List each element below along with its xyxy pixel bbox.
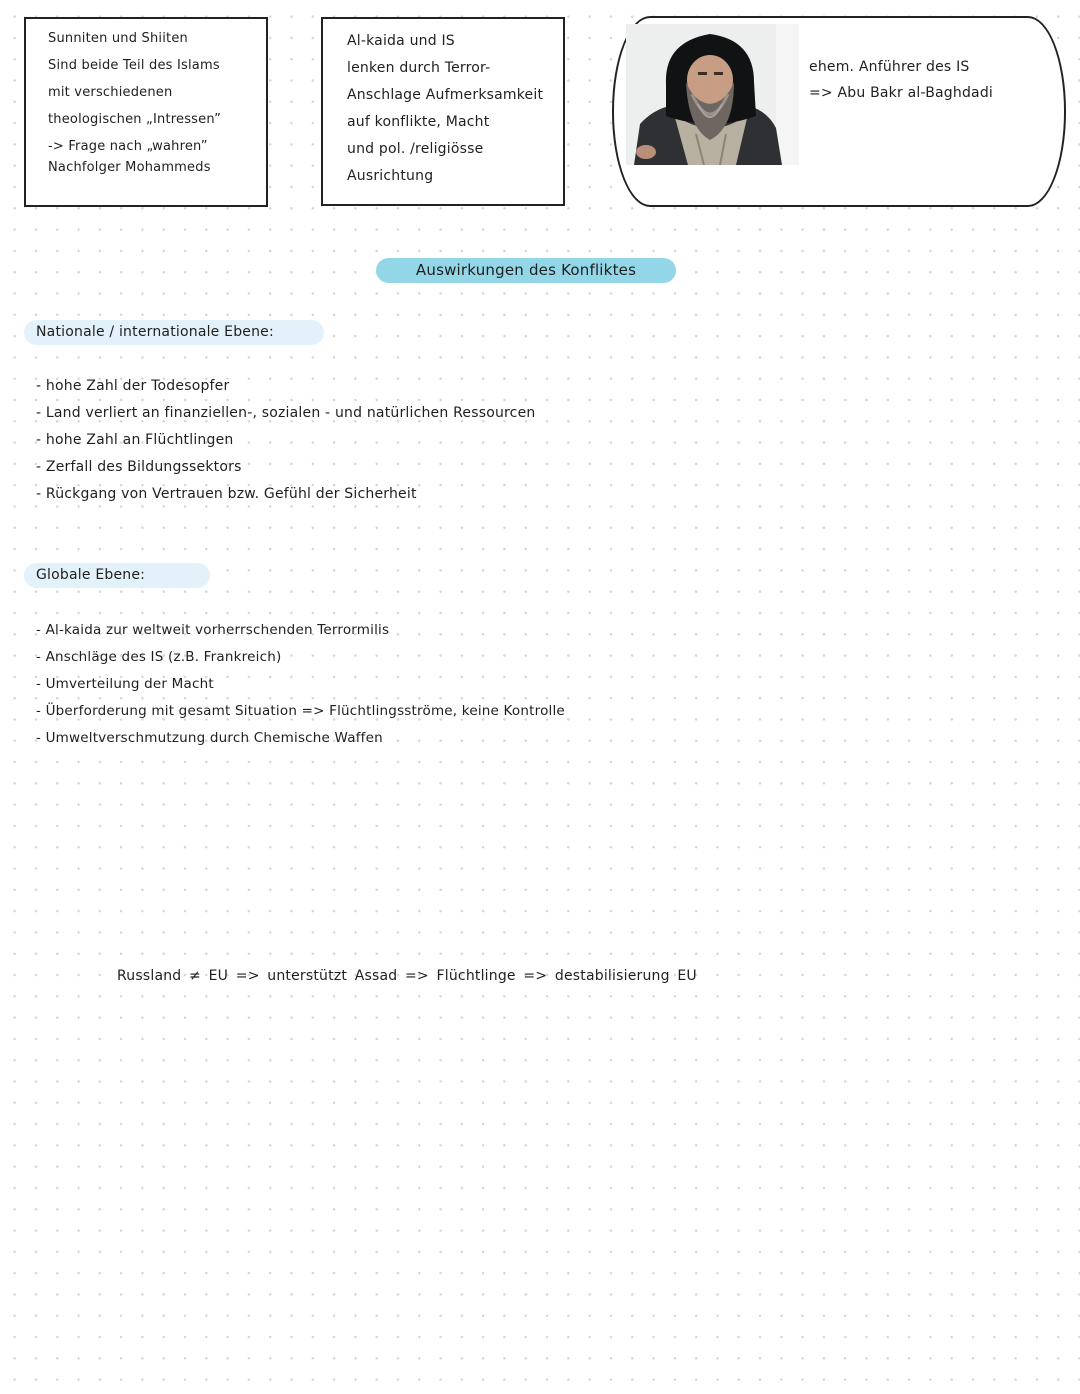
box1-line: Sunniten und Shiiten [48, 31, 188, 46]
list-item: - Zerfall des Bildungssektors [36, 459, 242, 475]
list-item: - hohe Zahl der Todesopfer [36, 378, 230, 394]
list-item: - Umverteilung der Macht [36, 676, 214, 692]
list-item: - Rückgang von Vertrauen bzw. Gefühl der Sicherheit [36, 486, 417, 502]
global-list [36, 617, 565, 752]
box1-line: Sind beide Teil des Islams [48, 58, 220, 73]
global-heading: Globale Ebene: [24, 563, 210, 588]
leader-caption [809, 54, 993, 106]
box2-line: Ausrichtung [347, 168, 434, 184]
list-item: - Land verliert an finanziellen-, sozialen - und natürlichen Ressourcen [36, 405, 536, 421]
box1-line: Nachfolger Mohammeds [48, 160, 211, 175]
list-item: - hohe Zahl an Flüchtlingen [36, 432, 234, 448]
national-heading: Nationale / internationale Ebene: [24, 320, 324, 345]
box1-line: theologischen „Intressen” [48, 112, 222, 127]
box2-line: und pol. /religiösse [347, 141, 484, 157]
list-item: - Überforderung mit gesamt Situation => Flüchtlingsströme, keine Kontrolle [36, 703, 565, 719]
leader-photo [626, 24, 799, 165]
list-item: - Umweltverschmutzung durch Chemische Waffen [36, 730, 383, 746]
caption-line: ehem. Anführer des IS [809, 59, 970, 75]
note-box-terror [321, 17, 565, 206]
note-box-leader [612, 16, 1066, 207]
caption-line: => Abu Bakr al-Baghdadi [809, 85, 994, 101]
note-box-sunni-shia [24, 17, 268, 207]
box1-line: mit verschiedenen [48, 85, 173, 100]
national-list [36, 373, 535, 508]
list-item: - Al-kaida zur weltweit vorherrschenden Terrormilis [36, 622, 390, 638]
box1-line: -> Frage nach „wahren” [48, 139, 208, 154]
list-item: - Anschläge des IS (z.B. Frankreich) [36, 649, 282, 665]
box2-line: auf konflikte, Macht [347, 114, 490, 130]
box2-line: Anschlage Aufmerksamkeit [347, 87, 544, 103]
portrait-illustration [626, 24, 799, 165]
russia-eu-flow-note: Russland ≠ EU => unterstützt Assad => Flüchtlinge => destabilisierung EU [117, 968, 697, 984]
box2-line: Al-kaida und IS [347, 33, 455, 49]
box2-line: lenken durch Terror- [347, 60, 491, 76]
section-title: Auswirkungen des Konfliktes [376, 258, 676, 283]
